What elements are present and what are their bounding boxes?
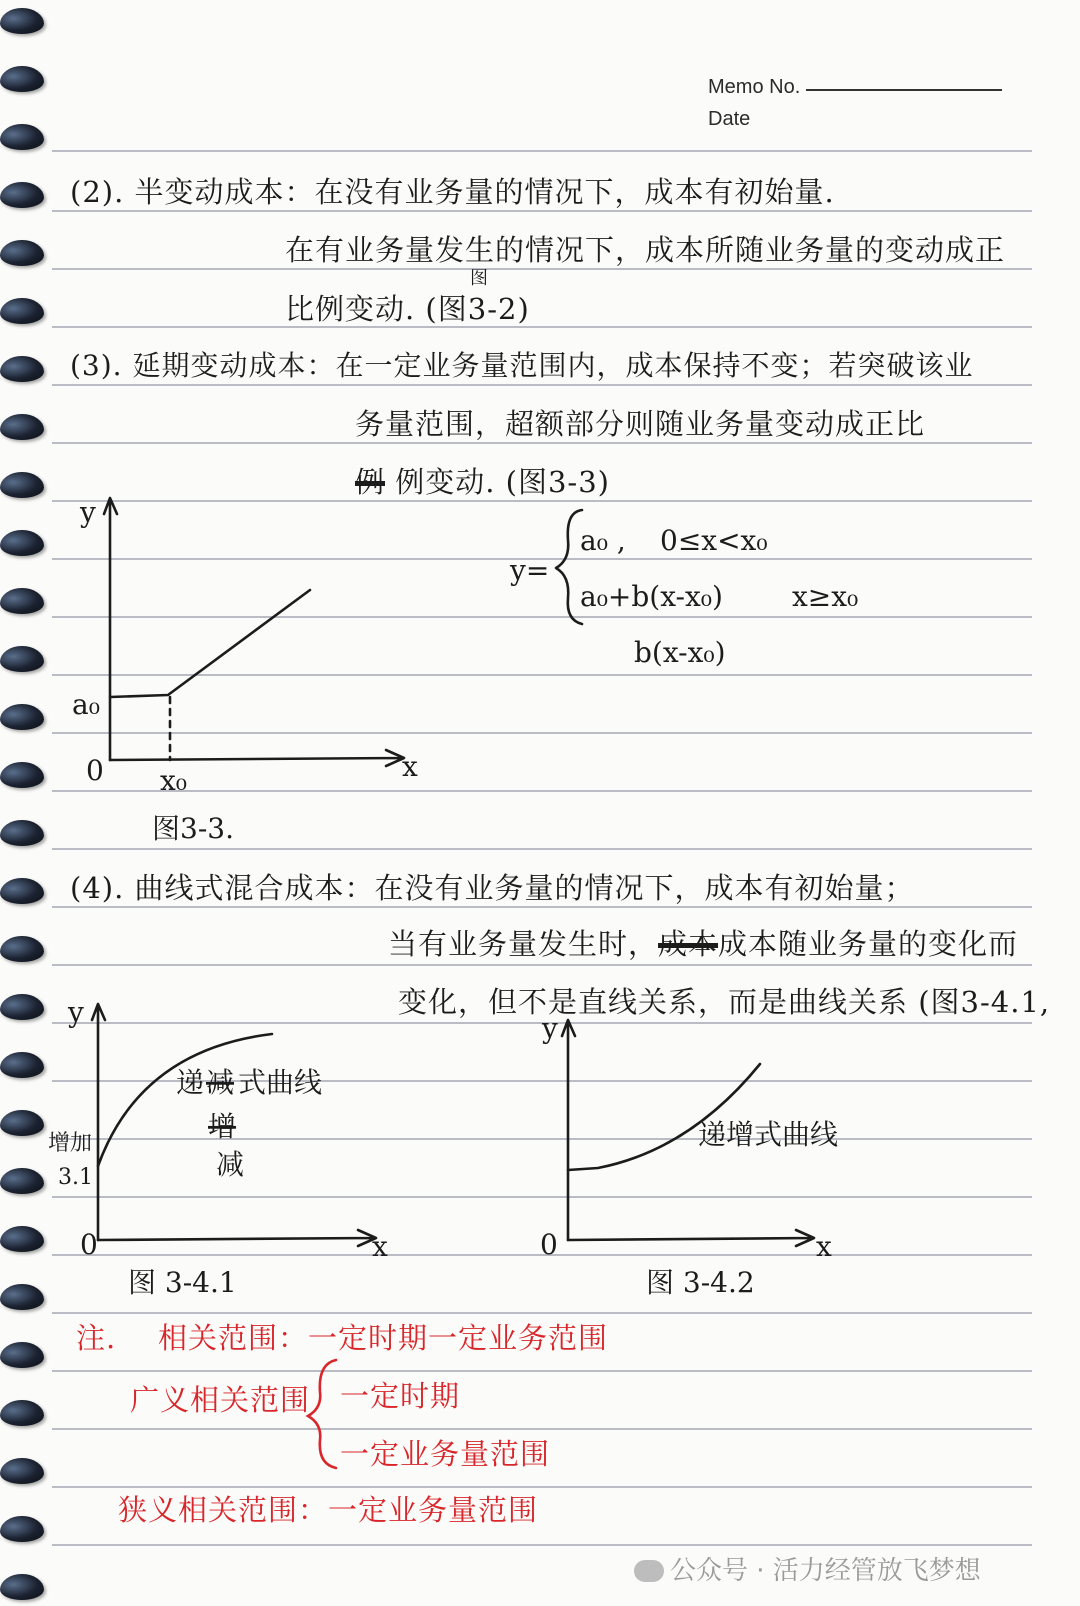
note-line1: 相关范围：一定时期一定业务范围 (158, 1321, 609, 1355)
formula-lhs: y= (510, 554, 550, 587)
memo-label: Memo No. (708, 76, 801, 98)
note-broad-item2: 一定业务量范围 (340, 1437, 551, 1471)
formula-extra: b(x-x₀) (634, 636, 726, 669)
struck-label: 增 (208, 1110, 237, 1143)
section3-line2: 务量范围，超额部分则随业务量变动成正比 (355, 407, 926, 441)
wechat-icon (634, 1560, 664, 1582)
formula-case1: a₀ , (580, 524, 626, 557)
note-broad-item1: 一定时期 (340, 1379, 461, 1413)
note-broad-label: 广义相关范围 (130, 1383, 311, 1417)
section2-line1: (2). 半变动成本：在没有业务量的情况下，成本有初始量. (70, 175, 835, 209)
section4-line2-struck: 成本 (658, 927, 719, 961)
section4-line3: 变化，但不是直线关系，而是曲线关系 (图3-4.1, (398, 985, 1051, 1019)
curve-label-pre: 递 (176, 1066, 205, 1099)
y-axis-label: y (68, 996, 84, 1029)
watermark (634, 1550, 981, 1587)
fig33-caption: 图3-3. (152, 812, 234, 845)
watermark-text: 公众号 · 活力经管放飞梦想 (670, 1556, 981, 1586)
curve-label-post: 式曲线 (238, 1066, 323, 1099)
origin-label: 0 (540, 1228, 558, 1261)
note-prefix: 注. (76, 1321, 117, 1355)
origin-label: 0 (80, 1228, 98, 1261)
x-axis-label: x (402, 750, 418, 783)
x-axis-label: x (816, 1230, 832, 1263)
x0-label: x₀ (160, 764, 188, 797)
x-axis-label: x (372, 1230, 388, 1263)
section2-line3: 比例变动. (图3-2) (285, 292, 530, 326)
section4-line1: (4). 曲线式混合成本：在没有业务量的情况下，成本有初始量； (70, 871, 915, 905)
fig341-caption: 图 3-4.1 (128, 1266, 237, 1299)
section2-line2: 在有业务量发生的情况下，成本所随业务量的变动成正 (285, 233, 1006, 267)
y-axis-label: y (542, 1012, 558, 1045)
note-narrow: 狭义相关范围：一定业务量范围 (118, 1493, 539, 1527)
formula-cond1: 0≤x<x₀ (660, 524, 768, 557)
a0-label: a₀ (72, 688, 100, 721)
curve-label: 递增式曲线 (698, 1118, 839, 1151)
side-label-2: 3.1 (58, 1165, 93, 1190)
section4-line2-post: 成本随业务量的变化而 (718, 927, 1019, 961)
section2-note-above: 图 (470, 268, 489, 289)
y-axis-label: y (80, 496, 96, 529)
replacement-label: 减 (216, 1148, 245, 1181)
side-label-1: 增加 (48, 1131, 93, 1156)
section3-line1: (3). 延期变动成本：在一定业务量范围内，成本保持不变；若突破该业 (70, 349, 974, 382)
date-label: Date (708, 108, 751, 130)
section4-line2-pre: 当有业务量发生时， (388, 927, 659, 961)
fig342-caption: 图 3-4.2 (646, 1266, 755, 1299)
struck-char: 例 (355, 465, 386, 499)
curve-label-struck: 减 (206, 1066, 235, 1099)
formula-case2: a₀+b(x-x₀) (580, 580, 723, 613)
formula-cond2: x≥x₀ (792, 580, 859, 613)
section3-line3: 例变动. (图3-3) (395, 465, 610, 499)
origin-label: 0 (86, 754, 104, 787)
red-brace-icon (308, 1360, 336, 1468)
